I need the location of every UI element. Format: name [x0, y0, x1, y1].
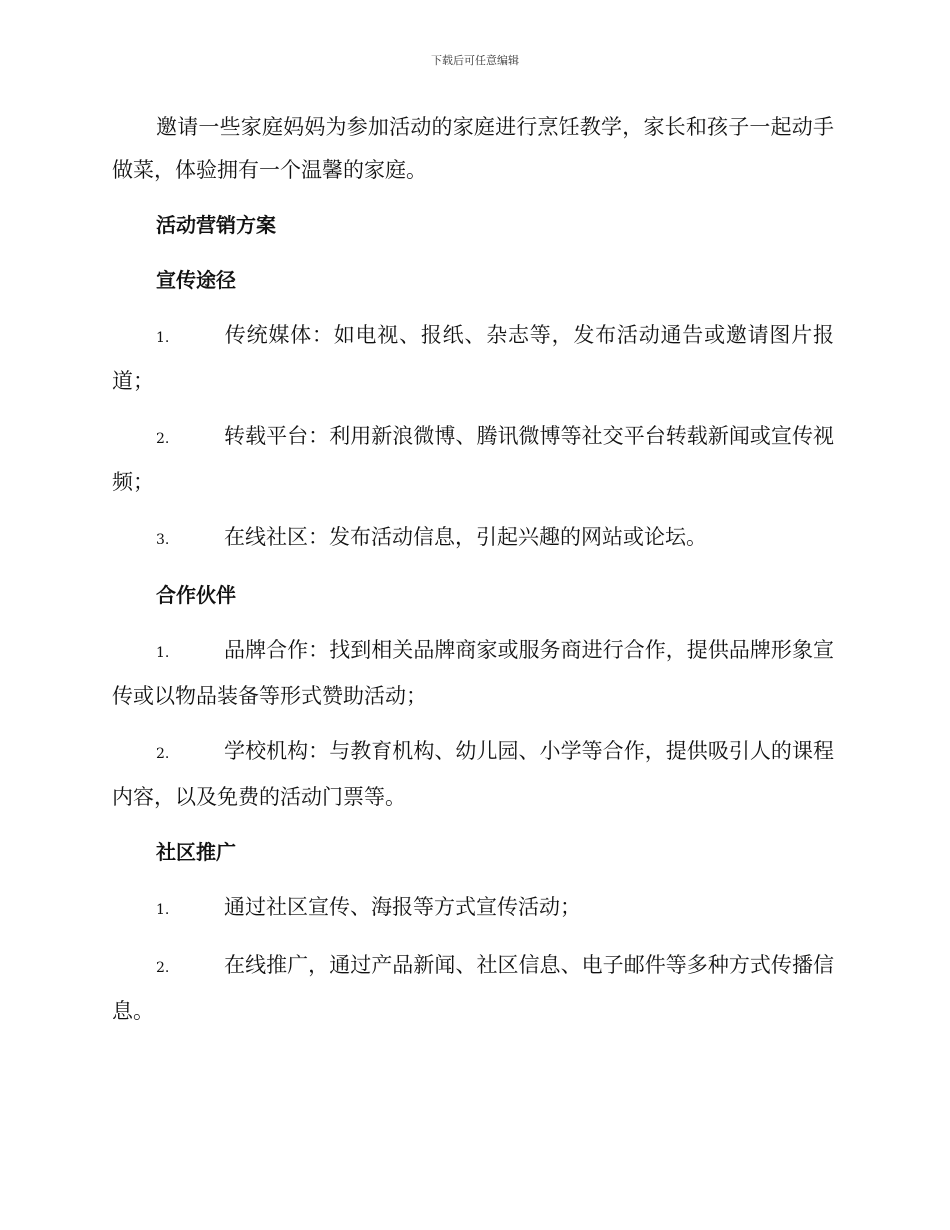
list-item-number: 2. — [156, 960, 170, 976]
list-item-text: 在线推广，通过产品新闻、社区信息、电子邮件等多种方式传播信息。 — [112, 953, 834, 1023]
section-promotion — [112, 259, 834, 562]
list-item-number: 3. — [156, 532, 170, 548]
list-item — [112, 629, 834, 718]
list-item-text: 传统媒体：如电视、报纸、杂志等，发布活动通告或邀请图片报道； — [112, 323, 834, 393]
list-item-text: 通过社区宣传、海报等方式宣传活动； — [224, 895, 581, 919]
list-item-text: 转载平台：利用新浪微博、腾讯微博等社交平台转载新闻或宣传视频； — [112, 424, 834, 494]
section-partners — [112, 574, 834, 819]
section-community — [112, 831, 834, 1033]
list-item — [112, 415, 834, 504]
list-item-number: 1. — [156, 902, 170, 918]
list-item-number: 2. — [156, 431, 170, 447]
list-item-text: 品牌合作：找到相关品牌商家或服务商进行合作，提供品牌形象宣传或以物品装备等形式赞助活动； — [112, 638, 834, 708]
list-item-number: 1. — [156, 330, 170, 346]
section-heading: 宣传途径 — [156, 268, 236, 292]
list-item — [112, 730, 834, 819]
list-item-text: 学校机构：与教育机构、幼儿园、小学等合作，提供吸引人的课程内容，以及免费的活动门票等。 — [112, 739, 834, 809]
document-body — [112, 106, 834, 1045]
list-item — [112, 944, 834, 1033]
intro-paragraph: 邀请一些家庭妈妈为参加活动的家庭进行烹饪教学，家长和孩子一起动手做菜，体验拥有一个温馨的家庭。 — [112, 115, 834, 182]
list-item — [112, 314, 834, 403]
marketing-plan-heading: 活动营销方案 — [156, 213, 276, 237]
section-heading: 合作伙伴 — [156, 583, 236, 607]
list-item-text: 在线社区：发布活动信息，引起兴趣的网站或论坛。 — [224, 525, 707, 549]
page-header: 下载后可任意编辑 — [431, 54, 519, 67]
list-item — [112, 886, 834, 932]
list-item — [112, 516, 834, 562]
section-heading: 社区推广 — [156, 840, 236, 864]
list-item-number: 1. — [156, 645, 170, 661]
list-item-number: 2. — [156, 746, 170, 762]
